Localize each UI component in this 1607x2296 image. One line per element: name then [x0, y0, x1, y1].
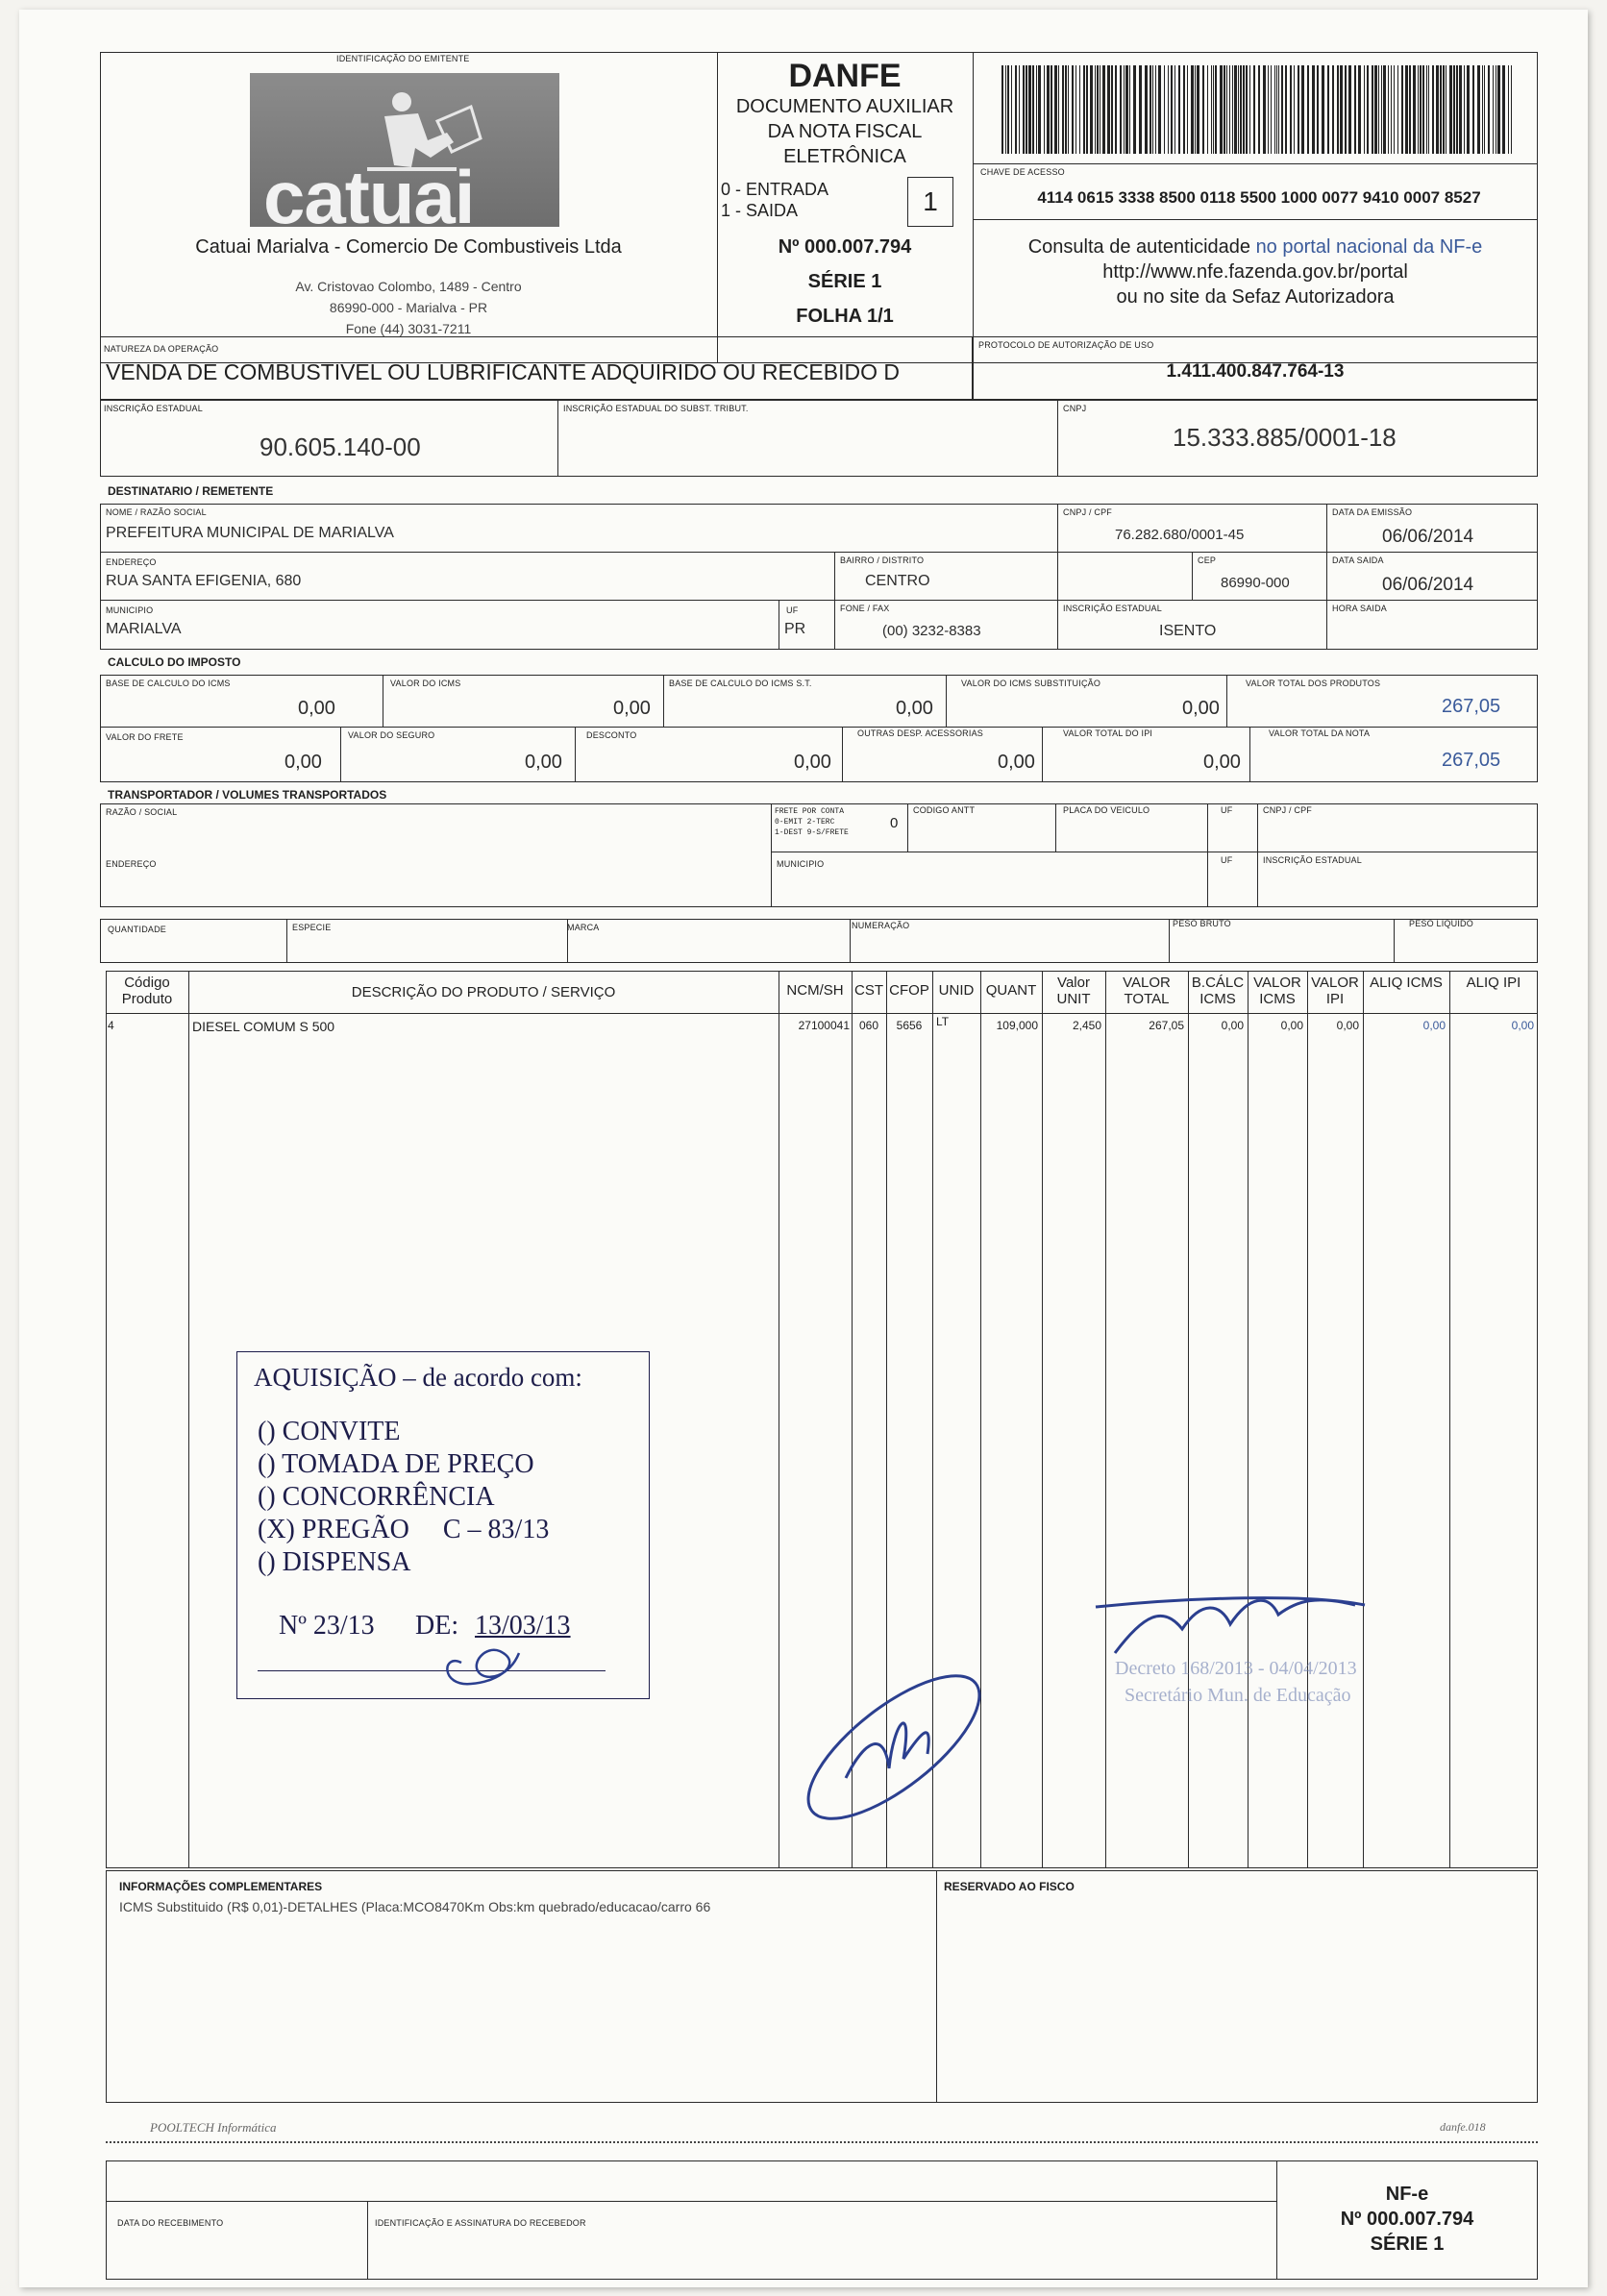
barcode-bar — [1405, 65, 1408, 154]
barcode-bar — [1211, 65, 1212, 154]
barcode-bar — [1195, 65, 1196, 154]
barcode-bar — [1443, 65, 1445, 154]
barcode-bar — [1005, 65, 1006, 154]
barcode-bar — [1477, 65, 1480, 154]
natureza-label: NATUREZA DA OPERAÇÃO — [104, 344, 219, 354]
assinatura-label: IDENTIFICAÇÃO E ASSINATURA DO RECEBEDOR — [375, 2218, 586, 2228]
barcode-bar — [1364, 65, 1365, 154]
nota-value: 267,05 — [1442, 750, 1501, 771]
barcode-bar — [1340, 65, 1343, 154]
consulta-line3: ou no site da Sefaz Autorizadora — [1116, 286, 1395, 308]
barcode-bar — [1107, 65, 1110, 154]
barcode-bar — [1019, 65, 1020, 154]
barcode-bar — [1226, 65, 1227, 154]
uf-value: PR — [784, 621, 806, 637]
barcode-bar — [1502, 65, 1505, 154]
cnpj-label: CNPJ — [1063, 404, 1087, 413]
emissao-value: 06/06/2014 — [1382, 527, 1474, 547]
row-cst: 060 — [858, 1019, 879, 1032]
cnpj-value: 15.333.885/0001-18 — [1173, 423, 1397, 452]
barcode-bar — [1394, 65, 1395, 154]
canhoto-serie: SÉRIE 1 — [1370, 2234, 1445, 2255]
barcode-bar — [1413, 65, 1416, 154]
dest-cnpj-value: 76.282.680/0001-45 — [1115, 527, 1245, 543]
barcode-bar — [1086, 65, 1088, 154]
barcode-bar — [1032, 65, 1034, 154]
nome-value: PREFEITURA MUNICIPAL DE MARIALVA — [106, 525, 394, 541]
barcode-bar — [1484, 65, 1485, 154]
barcode-bar — [1249, 65, 1250, 154]
cut-line — [106, 2141, 1538, 2143]
recebimento-label: DATA DO RECEBIMENTO — [117, 2218, 224, 2228]
barcode-bar — [1097, 65, 1099, 154]
dest-ie-value: ISENTO — [1159, 623, 1217, 639]
barcode-bar — [1456, 65, 1458, 154]
v-prod-label: VALOR TOTAL DOS PRODUTOS — [1246, 679, 1381, 688]
barcode-bar — [1065, 65, 1067, 154]
barcode-bar — [1467, 65, 1470, 154]
barcode-bar — [1436, 65, 1439, 154]
v-prod-value: 267,05 — [1442, 696, 1501, 717]
barcode-bar — [1178, 65, 1180, 154]
barcode-bar — [1183, 65, 1185, 154]
barcode-bar — [1294, 65, 1295, 154]
uf-label: UF — [786, 605, 799, 615]
barcode-bar — [1440, 65, 1442, 154]
row-cfop: 5656 — [896, 1019, 923, 1032]
bairro-label: BAIRRO / DISTRITO — [840, 555, 925, 565]
initials-signature-icon — [433, 1634, 538, 1701]
col-valor-icms: VALOR ICMS — [1253, 975, 1301, 1007]
hora-label: HORA SAIDA — [1332, 604, 1388, 613]
danfe-numero: Nº 000.007.794 — [778, 236, 912, 258]
barcode-bar — [1238, 65, 1239, 154]
frete-conta-line3: 1-DEST 9-S/FRETE — [775, 828, 849, 837]
seguro-label: VALOR DO SEGURO — [348, 730, 435, 740]
barcode-bar — [1038, 65, 1041, 154]
approval-signature-icon — [1076, 1576, 1480, 1720]
dest-cnpj-label: CNPJ / CPF — [1063, 507, 1113, 517]
barcode-bar — [1258, 65, 1260, 154]
transp-uf2-label: UF — [1221, 855, 1233, 865]
barcode-bar — [1145, 65, 1148, 154]
barcode-bar — [1511, 65, 1512, 154]
barcode-bar — [1168, 65, 1169, 154]
info-text: ICMS Substituido (R$ 0,01)-DETALHES (Placa:MCO8470Km Obs:km quebrado/educacao/carro 66 — [119, 1899, 711, 1914]
danfe-subtitle2: DA NOTA FISCAL — [767, 121, 923, 142]
dest-ie-label: INSCRIÇÃO ESTADUAL — [1063, 604, 1162, 613]
fone-value: (00) 3232-8383 — [882, 623, 981, 639]
barcode-bar — [1090, 65, 1093, 154]
barcode-bar — [1026, 65, 1027, 154]
barcode-bar — [1133, 65, 1136, 154]
col-vunit: Valor UNIT — [1056, 975, 1091, 1007]
barcode-bar — [1028, 65, 1031, 154]
barcode-bar — [1001, 65, 1003, 154]
barcode-bar — [1152, 65, 1153, 154]
bc-st-label: BASE DE CALCULO DO ICMS S.T. — [669, 679, 812, 688]
barcode-bar — [1011, 65, 1012, 154]
transp-cnpj-label: CNPJ / CPF — [1263, 805, 1313, 815]
barcode-bar — [1298, 65, 1299, 154]
barcode-bar — [1171, 65, 1173, 154]
destinatario-section: DESTINATARIO / REMETENTE — [108, 484, 274, 498]
col-codigo: Código Produto — [121, 975, 173, 1007]
barcode-bar — [1083, 65, 1085, 154]
barcode-bar — [1307, 65, 1309, 154]
barcode-bar — [1164, 65, 1165, 154]
col-valor-ipi: VALOR IPI — [1311, 975, 1359, 1007]
svg-text:Secretário Mun. de Educação: Secretário Mun. de Educação — [1125, 1685, 1351, 1706]
emitente-address1: Av. Cristovao Colombo, 1489 - Centro — [295, 279, 522, 294]
barcode-bar — [1213, 65, 1214, 154]
emitente-phone: Fone (44) 3031-7211 — [345, 321, 472, 336]
barcode-bar — [1232, 65, 1233, 154]
barcode-bar — [1007, 65, 1009, 154]
placa-label: PLACA DO VEICULO — [1063, 805, 1150, 815]
transp-municipio-label: MUNICIPIO — [777, 859, 825, 869]
row-ncm: 27100041 — [798, 1019, 850, 1032]
barcode-bar — [1229, 65, 1230, 154]
barcode-bar — [1253, 65, 1255, 154]
ie-label: INSCRIÇÃO ESTADUAL — [104, 404, 203, 413]
row-descricao: DIESEL COMUM S 500 — [192, 1019, 335, 1034]
marca-label: MARCA — [567, 923, 600, 932]
entrada-label: 0 - ENTRADA — [721, 180, 829, 199]
danfe-serie: SÉRIE 1 — [807, 271, 882, 292]
barcode-bar — [1381, 65, 1382, 154]
cep-label: CEP — [1198, 555, 1217, 565]
barcode-bar — [1191, 65, 1194, 154]
emitente-name: Catuai Marialva - Comercio De Combustiveis Ltda — [195, 236, 622, 258]
barcode-bar — [1023, 65, 1025, 154]
row-unid: LT — [936, 1015, 950, 1028]
barcode-bar — [1111, 65, 1113, 154]
barcode-bar — [1120, 65, 1122, 154]
col-cst: CST — [854, 982, 883, 999]
col-vtotal: VALOR TOTAL — [1123, 975, 1171, 1007]
barcode — [1001, 65, 1516, 154]
barcode-bar — [1391, 65, 1392, 154]
chave-value: 4114 0615 3338 8500 0118 5500 1000 0077 9410 0007 8527 — [1037, 188, 1481, 207]
barcode-bar — [1174, 65, 1175, 154]
bc-st-value: 0,00 — [896, 698, 933, 719]
danfe-title: DANFE — [788, 58, 902, 94]
col-aliq-ipi: ALIQ IPI — [1466, 975, 1521, 991]
natureza-value: VENDA DE COMBUSTIVEL OU LUBRIFICANTE ADQUIRIDO OU RECEBIDO D — [106, 359, 901, 384]
barcode-bar — [1278, 65, 1279, 154]
endereco-label: ENDEREÇO — [106, 557, 157, 567]
outras-label: OUTRAS DESP. ACESSORIAS — [857, 728, 983, 738]
barcode-bar — [1215, 65, 1217, 154]
oval-signature-icon — [788, 1663, 1019, 1836]
barcode-bar — [1374, 65, 1377, 154]
barcode-bar — [1139, 65, 1142, 154]
catuai-logo — [250, 73, 559, 239]
barcode-bar — [1464, 65, 1465, 154]
barcode-bar — [1187, 65, 1188, 154]
row-vunit: 2,450 — [1072, 1019, 1101, 1032]
transportador-section: TRANSPORTADOR / VOLUMES TRANSPORTADOS — [108, 788, 387, 802]
barcode-bar — [1322, 65, 1324, 154]
tipo-operacao-box: 1 — [907, 177, 953, 227]
barcode-bar — [1015, 65, 1017, 154]
barcode-bar — [1068, 65, 1069, 154]
barcode-bar — [1348, 65, 1351, 154]
barcode-bar — [1290, 65, 1292, 154]
barcode-bar — [1488, 65, 1490, 154]
frete-conta-line2: 0-EMIT 2-TERC — [775, 818, 835, 827]
ie-st-label: INSCRIÇÃO ESTADUAL DO SUBST. TRIBUT. — [563, 404, 749, 413]
barcode-bar — [1420, 65, 1422, 154]
bc-icms-label: BASE DE CALCULO DO ICMS — [106, 679, 231, 688]
barcode-bar — [1459, 65, 1462, 154]
row-vipi: 0,00 — [1336, 1019, 1359, 1032]
v-icms-value: 0,00 — [613, 698, 651, 719]
barcode-bar — [1047, 65, 1050, 154]
col-descricao: DESCRIÇÃO DO PRODUTO / SERVIÇO — [351, 984, 616, 1000]
stamp-data: 13/03/13 — [475, 1611, 571, 1641]
frete-conta-value: 0 — [890, 815, 899, 831]
outras-value: 0,00 — [998, 752, 1035, 773]
liquido-label: PESO LIQUIDO — [1409, 919, 1473, 928]
frete-conta-line1: FRETE POR CONTA — [775, 807, 845, 816]
barcode-bar — [1332, 65, 1334, 154]
barcode-bar — [1383, 65, 1386, 154]
barcode-bar — [1388, 65, 1389, 154]
danfe-subtitle1: DOCUMENTO AUXILIAR — [735, 96, 954, 117]
bruto-label: PESO BRUTO — [1173, 919, 1231, 928]
frete-value: 0,00 — [284, 752, 322, 773]
barcode-bar — [1453, 65, 1455, 154]
barcode-bar — [1062, 65, 1064, 154]
barcode-bar — [1044, 65, 1045, 154]
logo-wordmark: catuai — [263, 155, 475, 239]
v-st-label: VALOR DO ICMS SUBSTITUIÇÃO — [961, 679, 1101, 688]
software-credit: POOLTECH Informática — [150, 2120, 277, 2135]
desconto-label: DESCONTO — [586, 730, 637, 740]
numeracao-label: NUMERAÇÃO — [852, 921, 910, 930]
row-vtotal: 267,05 — [1149, 1019, 1184, 1032]
barcode-bar — [1432, 65, 1434, 154]
cep-value: 86990-000 — [1221, 575, 1290, 591]
barcode-bar — [1276, 65, 1277, 154]
barcode-bar — [1378, 65, 1379, 154]
barcode-bar — [1337, 65, 1339, 154]
barcode-bar — [1354, 65, 1356, 154]
barcode-bar — [1102, 65, 1105, 154]
barcode-bar — [1418, 65, 1419, 154]
barcode-bar — [1058, 65, 1059, 154]
desconto-value: 0,00 — [794, 752, 831, 773]
consulta-line1: Consulta de autenticidade no portal nacional da NF-e — [1027, 236, 1483, 258]
barcode-bar — [1125, 65, 1128, 154]
barcode-bar — [1072, 65, 1074, 154]
col-bc-icms: B.CÁLC ICMS — [1191, 975, 1245, 1007]
barcode-bar — [1428, 65, 1429, 154]
barcode-bar — [1220, 65, 1223, 154]
row-bc: 0,00 — [1221, 1019, 1244, 1032]
barcode-bar — [1243, 65, 1245, 154]
canhoto-numero: Nº 000.007.794 — [1340, 2209, 1474, 2230]
ie-value: 90.605.140-00 — [260, 432, 421, 461]
barcode-bar — [1285, 65, 1287, 154]
barcode-bar — [1422, 65, 1424, 154]
barcode-bar — [1036, 65, 1037, 154]
barcode-bar — [1224, 65, 1225, 154]
municipio-value: MARIALVA — [106, 621, 182, 637]
barcode-bar — [1497, 65, 1500, 154]
barcode-bar — [1327, 65, 1329, 154]
stamp-dispensa: () DISPENSA — [258, 1547, 411, 1577]
emissao-label: DATA DA EMISSÃO — [1332, 507, 1413, 517]
seguro-value: 0,00 — [525, 752, 562, 773]
saida-label: DATA SAIDA — [1332, 555, 1384, 565]
barcode-bar — [1401, 65, 1403, 154]
svg-text:Decreto 168/2013 - 04/04/2013: Decreto 168/2013 - 04/04/2013 — [1115, 1658, 1357, 1679]
v-st-value: 0,00 — [1182, 698, 1220, 719]
bc-icms-value: 0,00 — [298, 698, 335, 719]
canhoto-nfe: NF-e — [1385, 2184, 1429, 2205]
fone-label: FONE / FAX — [840, 604, 890, 613]
barcode-bar — [1095, 65, 1096, 154]
col-ncm: NCM/SH — [786, 982, 844, 999]
barcode-bar — [1345, 65, 1347, 154]
endereco-value: RUA SANTA EFIGENIA, 680 — [106, 573, 302, 589]
col-cfop: CFOP — [889, 982, 929, 999]
row-aicms: 0,00 — [1422, 1019, 1446, 1032]
col-unid: UNID — [938, 982, 975, 999]
saida-value: 06/06/2014 — [1382, 575, 1474, 595]
antt-label: CODIGO ANTT — [913, 805, 976, 815]
barcode-bar — [1358, 65, 1361, 154]
barcode-bar — [1129, 65, 1130, 154]
barcode-bar — [1472, 65, 1474, 154]
transp-ie-label: INSCRIÇÃO ESTADUAL — [1263, 855, 1362, 865]
barcode-bar — [1234, 65, 1237, 154]
barcode-bar — [1075, 65, 1076, 154]
bairro-value: CENTRO — [865, 573, 930, 589]
barcode-bar — [1397, 65, 1398, 154]
razao-label: RAZÃO / SOCIAL — [106, 807, 178, 817]
barcode-bar — [1202, 65, 1204, 154]
form-code: danfe.018 — [1440, 2120, 1486, 2134]
col-aliq-icms: ALIQ ICMS — [1370, 975, 1443, 991]
transp-endereco-label: ENDEREÇO — [106, 859, 157, 869]
barcode-bar — [1301, 65, 1304, 154]
barcode-bar — [1508, 65, 1509, 154]
emitente-section-label: IDENTIFICAÇÃO DO EMITENTE — [336, 54, 470, 63]
consulta-line2: http://www.nfe.fazenda.gov.br/portal — [1102, 261, 1408, 283]
danfe-folha: FOLHA 1/1 — [796, 306, 894, 327]
barcode-bar — [1246, 65, 1248, 154]
barcode-bar — [1493, 65, 1494, 154]
qtd-label: QUANTIDADE — [108, 925, 167, 934]
stamp-title: AQUISIÇÃO – de acordo com: — [254, 1363, 582, 1392]
barcode-bar — [1426, 65, 1427, 154]
especie-label: ESPECIE — [292, 923, 332, 932]
danfe-subtitle3: ELETRÔNICA — [783, 146, 906, 167]
barcode-bar — [1482, 65, 1483, 154]
barcode-bar — [1367, 65, 1369, 154]
danfe-page — [19, 10, 1588, 2287]
col-quant: QUANT — [985, 982, 1037, 999]
row-vicms: 0,00 — [1280, 1019, 1303, 1032]
stamp-pregao: (X) PREGÃO C – 83/13 — [258, 1515, 550, 1544]
barcode-bar — [1312, 65, 1315, 154]
nome-label: NOME / RAZÃO SOCIAL — [106, 507, 207, 517]
protocolo-label: PROTOCOLO DE AUTORIZAÇÃO DE USO — [978, 340, 1154, 350]
ipi-value: 0,00 — [1203, 752, 1241, 773]
stamp-de: DE: — [415, 1611, 459, 1641]
barcode-bar — [1207, 65, 1208, 154]
stamp-numero: Nº 23/13 — [279, 1611, 375, 1641]
barcode-bar — [1274, 65, 1275, 154]
barcode-bar — [1155, 65, 1156, 154]
emitente-address2: 86990-000 - Marialva - PR — [329, 300, 488, 315]
barcode-bar — [1158, 65, 1161, 154]
barcode-bar — [1054, 65, 1057, 154]
imposto-section: CALCULO DO IMPOSTO — [108, 655, 241, 669]
barcode-bar — [1079, 65, 1080, 154]
barcode-bar — [1150, 65, 1151, 154]
row-quant: 109,000 — [996, 1019, 1038, 1032]
saida-label: 1 - SAIDA — [721, 201, 799, 220]
stamp-tomada: () TOMADA DE PREÇO — [258, 1449, 534, 1479]
stamp-convite: () CONVITE — [258, 1417, 401, 1446]
barcode-bar — [1449, 65, 1452, 154]
fisco-label: RESERVADO AO FISCO — [944, 1880, 1075, 1893]
barcode-bar — [1115, 65, 1117, 154]
nota-label: VALOR TOTAL DA NOTA — [1269, 728, 1371, 738]
row-aipi: 0,00 — [1511, 1019, 1534, 1032]
barcode-bar — [1271, 65, 1272, 154]
barcode-bar — [1317, 65, 1319, 154]
barcode-bar — [1124, 65, 1125, 154]
barcode-bar — [1051, 65, 1052, 154]
ipi-label: VALOR TOTAL DO IPI — [1063, 728, 1153, 738]
barcode-bar — [1409, 65, 1411, 154]
barcode-bar — [1268, 65, 1269, 154]
info-label: INFORMAÇÕES COMPLEMENTARES — [119, 1880, 323, 1893]
row-codigo: 4 — [108, 1019, 114, 1032]
barcode-bar — [1263, 65, 1266, 154]
barcode-bar — [1240, 65, 1242, 154]
v-icms-label: VALOR DO ICMS — [390, 679, 461, 688]
municipio-label: MUNICIPIO — [106, 605, 154, 615]
barcode-bar — [1281, 65, 1283, 154]
protocolo-value: 1.411.400.847.764-13 — [1166, 361, 1345, 382]
chave-label: CHAVE DE ACESSO — [980, 167, 1065, 177]
transp-uf-label: UF — [1221, 805, 1233, 815]
barcode-bar — [1197, 65, 1199, 154]
frete-label: VALOR DO FRETE — [106, 732, 184, 742]
barcode-bar — [1372, 65, 1373, 154]
stamp-concorrencia: () CONCORRÊNCIA — [258, 1482, 495, 1512]
